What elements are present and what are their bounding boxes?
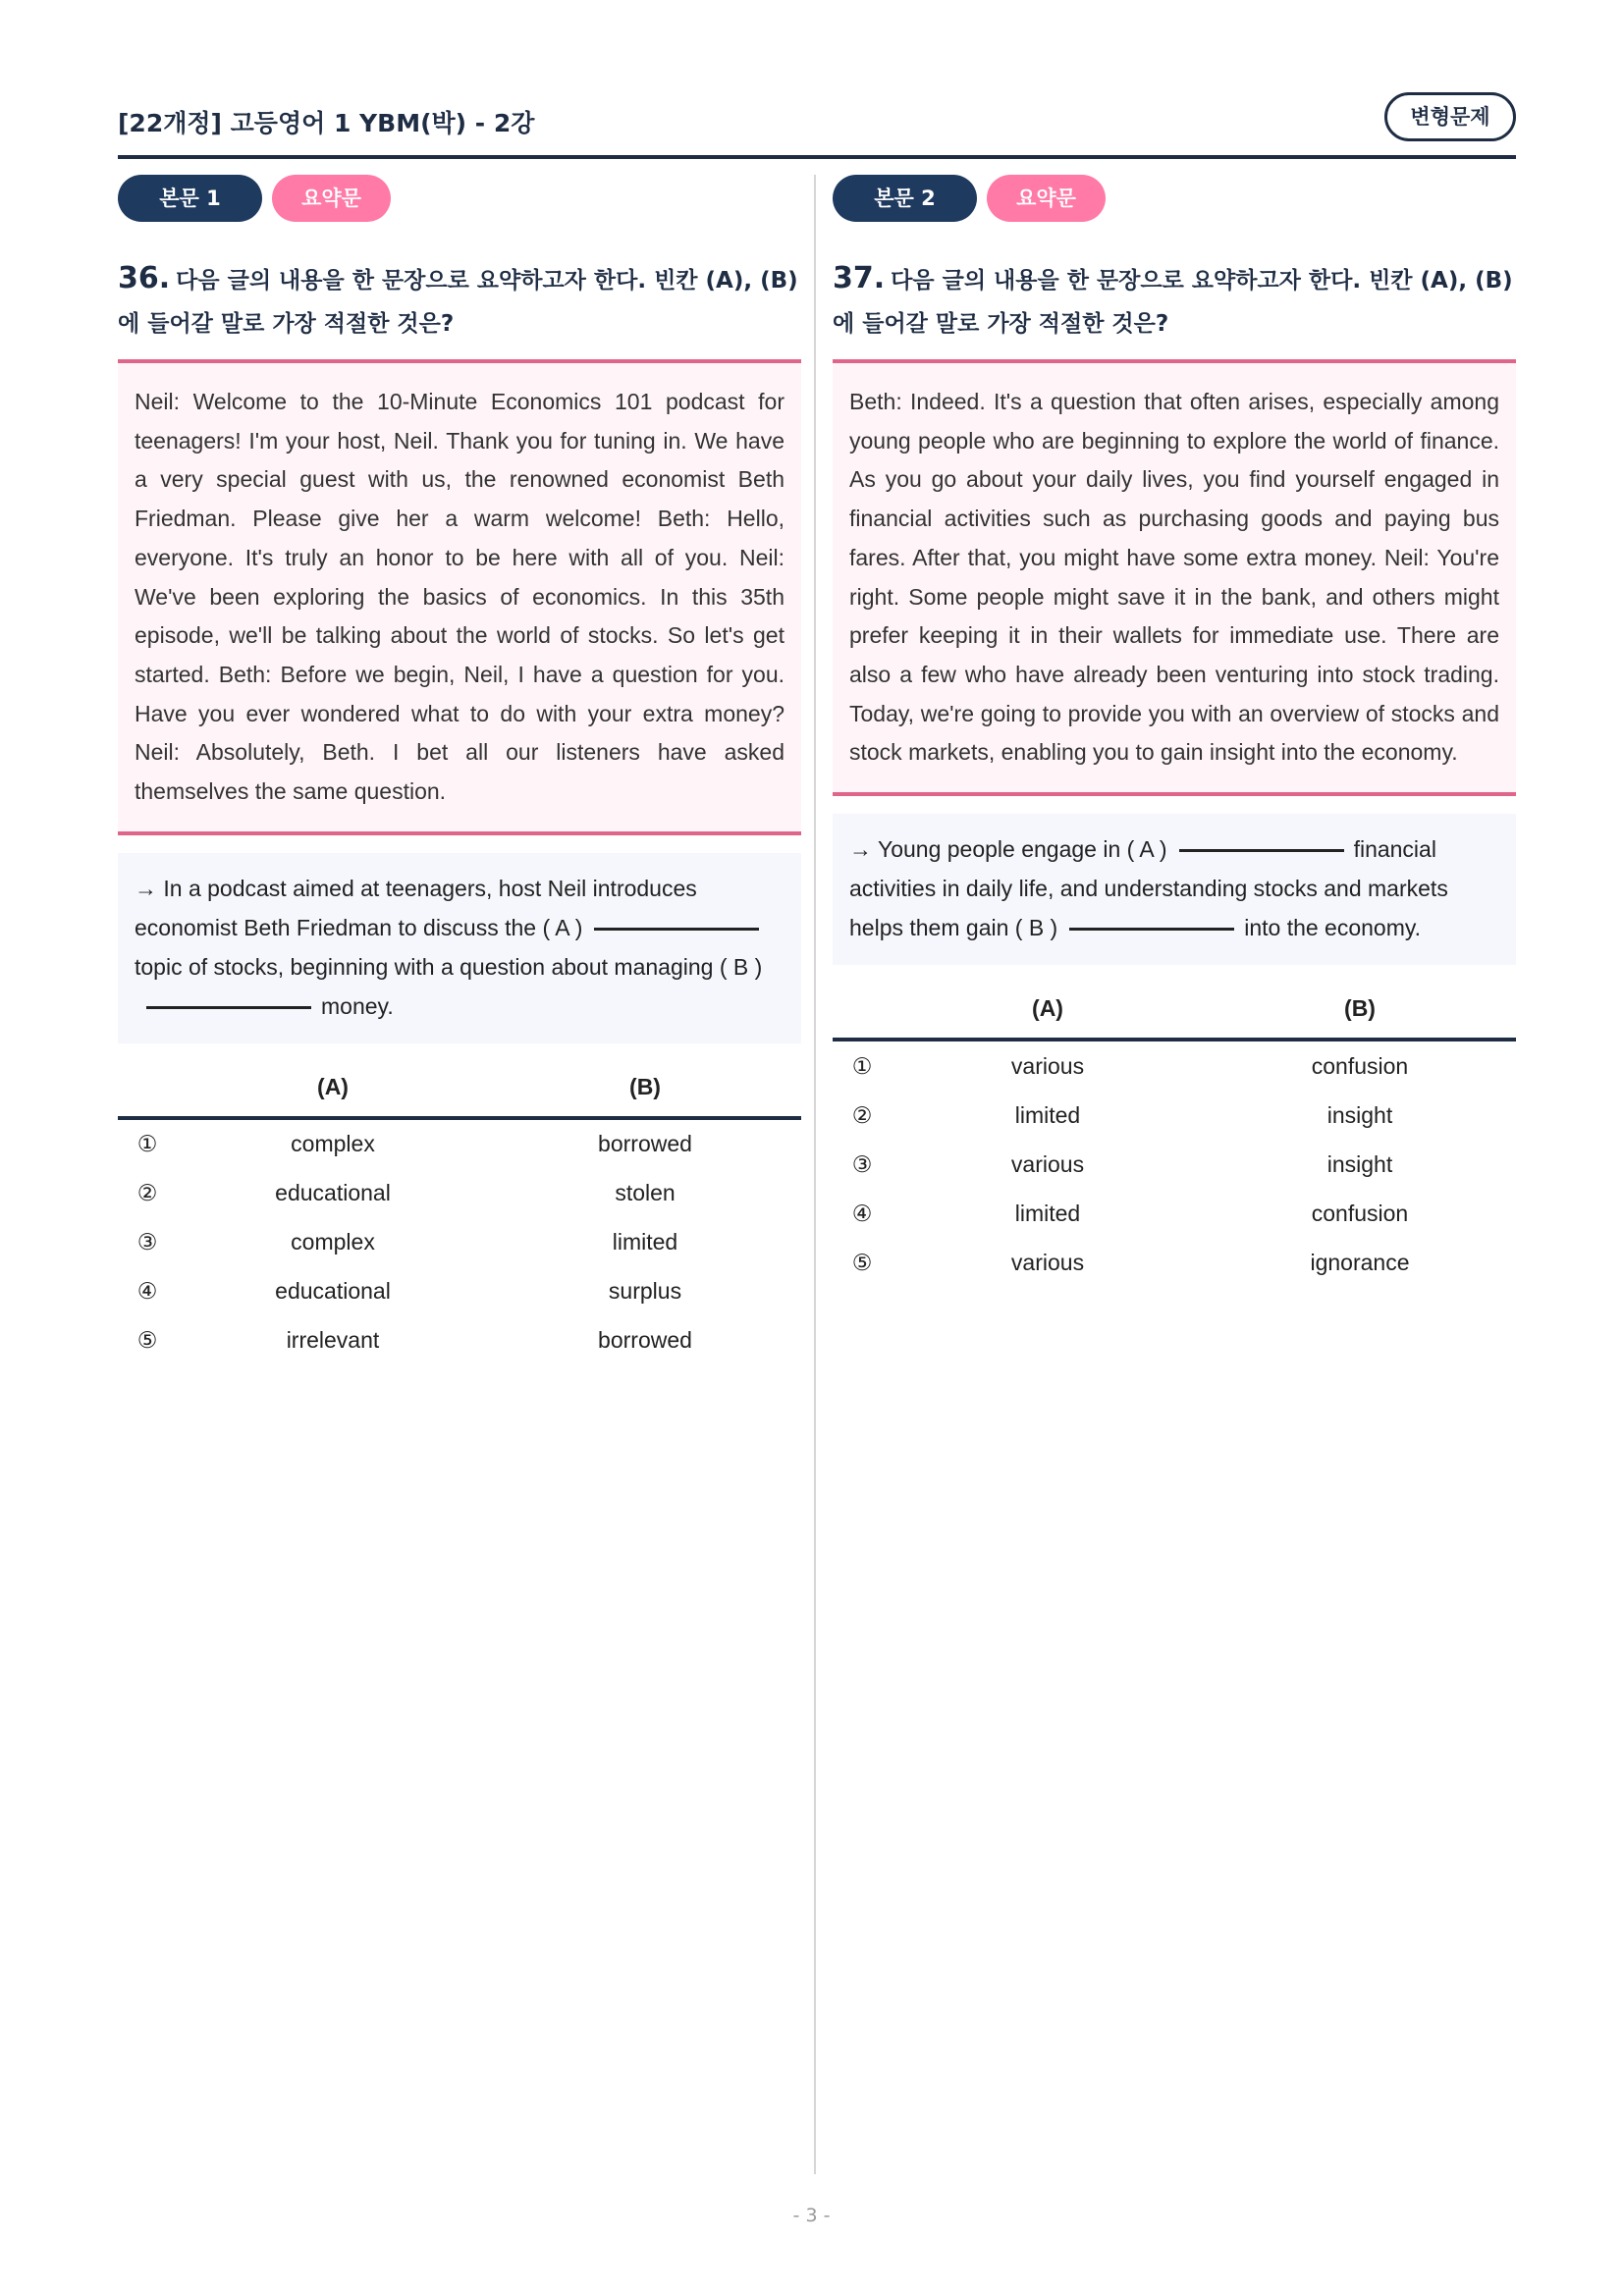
question-column-right [833, 175, 1516, 1287]
choice-row[interactable] [833, 1040, 1516, 1091]
question-column-left [118, 175, 801, 1365]
summary-part-1: → In a podcast aimed at teenagers, host Neil introduces economist Beth Friedman to discuss the ( A ) [135, 875, 697, 940]
choice-a: various [1010, 1150, 1085, 1177]
question-text: 다음 글의 내용을 한 문장으로 요약하고자 한다. 빈칸 (A), (B)에 들어갈 말로 가장 적절한 것은? [833, 268, 1513, 337]
header-b: (B) [1204, 988, 1516, 1040]
question-number: 37. [833, 261, 886, 295]
choice-number: ① [851, 1052, 873, 1079]
choice-a: educational [275, 1278, 391, 1305]
choices-table [118, 1067, 801, 1365]
choice-b: ignorance [1310, 1249, 1410, 1275]
question-type-tag: 요약문 [272, 175, 391, 222]
passage-box: Beth: Indeed. It's a question that often arises, especially among young people who are beginning to explore the world of finance. As you go about your daily lives, you find yourself engaged in financial activities such as purchasing goods and paying bus fares. After that, you might have some extra money. Neil: You're right. Some people might save it in the bank, and others might prefer keeping it in their wallets for immediate use. There are also a few who have already been venturing into stock trading. Today, we're going to provide you with an overview of stocks and stock markets, enabling you to gain insight into the economy. [833, 359, 1516, 796]
header-a: (A) [177, 1067, 489, 1118]
choice-row[interactable] [833, 1091, 1516, 1140]
choice-a: various [1010, 1249, 1085, 1275]
choice-row[interactable] [118, 1118, 801, 1169]
choice-row[interactable] [833, 1189, 1516, 1238]
choices-header [118, 1067, 801, 1118]
choice-a: limited [1014, 1200, 1081, 1226]
choice-b: confusion [1311, 1200, 1409, 1226]
page-header [118, 92, 1516, 159]
choice-row[interactable] [118, 1316, 801, 1365]
choice-b: stolen [615, 1180, 676, 1206]
choice-b: surplus [608, 1278, 682, 1305]
summary-box [118, 853, 801, 1043]
choice-a: irrelevant [286, 1327, 380, 1354]
choice-number: ② [851, 1101, 873, 1128]
choice-row[interactable] [833, 1238, 1516, 1287]
section-tags [118, 175, 801, 222]
choice-b: insight [1326, 1101, 1393, 1128]
blank-a [1179, 849, 1344, 852]
choice-row[interactable] [118, 1267, 801, 1316]
summary-part-2: financial activities in daily life, and understanding stocks and markets helps them gain ( B ) [849, 836, 1448, 941]
choice-row[interactable] [833, 1140, 1516, 1189]
passage-box: Neil: Welcome to the 10-Minute Economics 101 podcast for teenagers! I'm your host, Neil. Thank you for tuning in. We have a very special guest with us, the renowned economist Beth Friedman. Please give her a warm welcome! Beth: Hello, everyone. It's truly an honor to be here with all of you. Neil: We've been exploring the basics of economics. In this 35th episode, we'll be talking about the world of stocks. So let's get started. Beth: Before we begin, Neil, I have a question for you. Have you ever wondered what to do with your extra money? Neil: Absolutely, Beth. I bet all our listeners have asked themselves the same question. [118, 359, 801, 835]
type-badge: 변형문제 [1384, 92, 1516, 141]
choice-a: educational [275, 1180, 391, 1206]
summary-part-1: → Young people engage in ( A ) [849, 836, 1167, 863]
question-text: 다음 글의 내용을 한 문장으로 요약하고자 한다. 빈칸 (A), (B)에 들어갈 말로 가장 적절한 것은? [118, 268, 798, 337]
choice-a: complex [291, 1131, 375, 1157]
choice-b: limited [612, 1229, 678, 1255]
choices-table [833, 988, 1516, 1287]
choice-number: ② [136, 1180, 158, 1206]
choice-number: ③ [136, 1229, 158, 1255]
question-type-tag: 요약문 [987, 175, 1106, 222]
summary-part-3: money. [321, 992, 394, 1019]
page-title: [22개정] 고등영어 1 YBM(박) - 2강 [118, 109, 535, 137]
header-a: (A) [892, 988, 1204, 1040]
summary-box [833, 814, 1516, 965]
choice-number: ⑤ [851, 1249, 873, 1275]
choice-a: various [1010, 1052, 1085, 1079]
choice-number: ④ [851, 1200, 873, 1226]
passage-tag: 본문 1 [118, 175, 262, 222]
choice-b: borrowed [598, 1131, 692, 1157]
choice-number: ① [136, 1131, 158, 1157]
page-number: - 3 - [792, 2205, 831, 2226]
passage-tag: 본문 2 [833, 175, 977, 222]
choice-b: borrowed [598, 1327, 692, 1354]
summary-part-3: into the economy. [1244, 915, 1422, 941]
blank-b [146, 1006, 311, 1009]
header-b: (B) [489, 1067, 801, 1118]
column-divider [814, 175, 816, 2174]
choice-row[interactable] [118, 1218, 801, 1267]
question-prompt [833, 257, 1516, 346]
choice-b: confusion [1311, 1052, 1409, 1079]
blank-b [1069, 928, 1234, 931]
choice-row[interactable] [118, 1169, 801, 1218]
choice-a: limited [1014, 1101, 1081, 1128]
choice-b: insight [1326, 1150, 1393, 1177]
choice-number: ⑤ [136, 1327, 158, 1354]
summary-part-2: topic of stocks, beginning with a question about managing ( B ) [135, 953, 763, 980]
question-prompt [118, 257, 801, 346]
section-tags [833, 175, 1516, 222]
choice-a: complex [291, 1229, 375, 1255]
choice-number: ③ [851, 1150, 873, 1177]
choices-header [833, 988, 1516, 1040]
blank-a [594, 928, 759, 931]
choice-number: ④ [136, 1278, 158, 1305]
question-number: 36. [118, 261, 171, 295]
